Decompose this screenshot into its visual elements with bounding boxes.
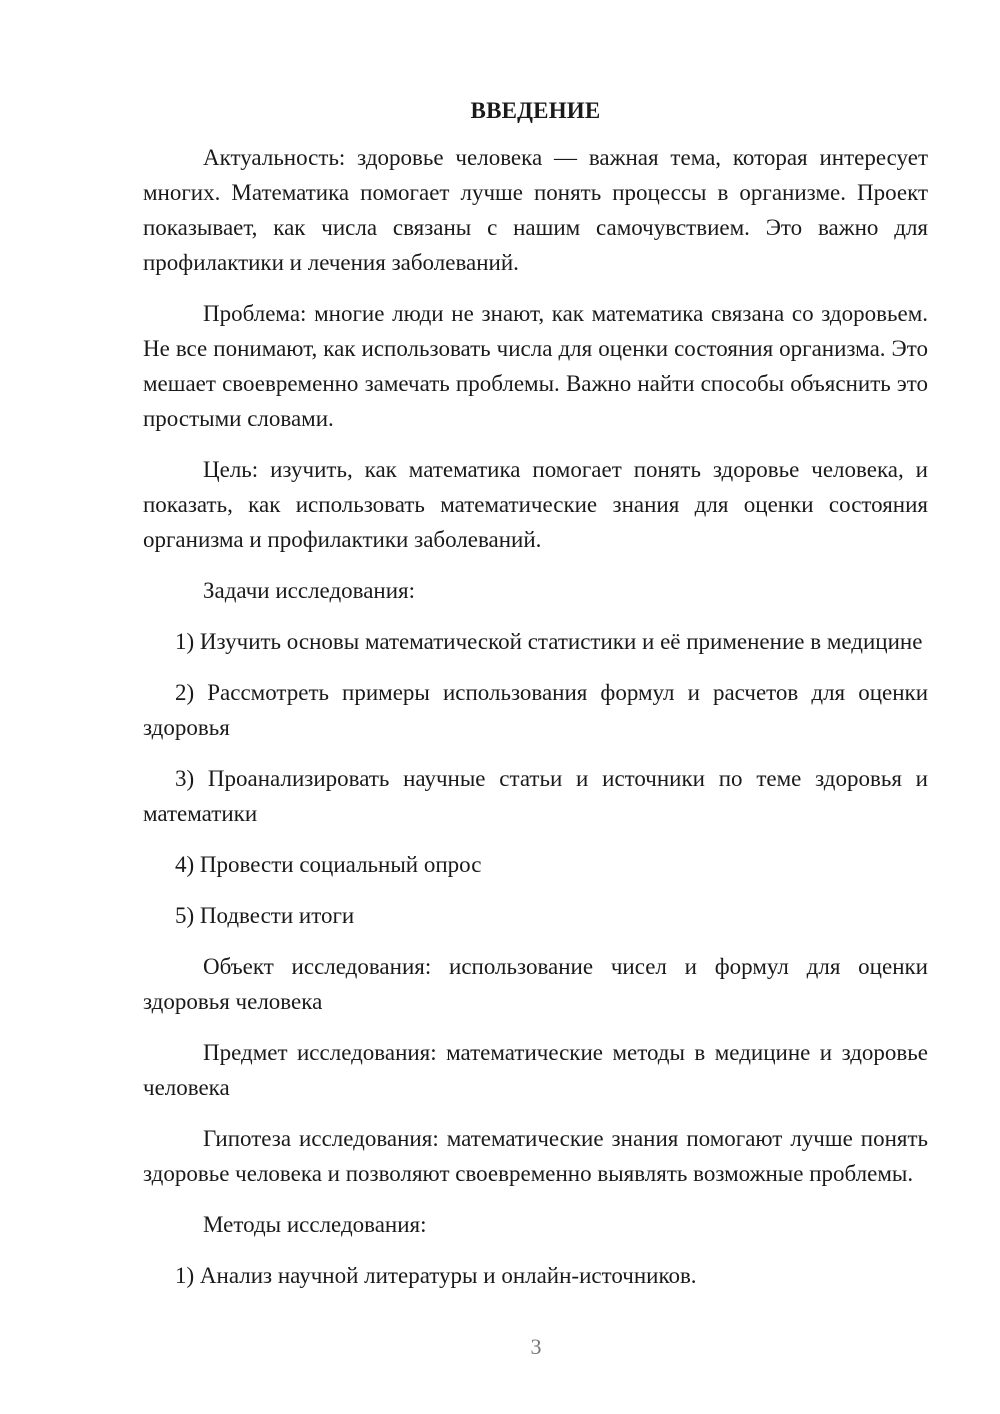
task-item-2: 2) Рассмотреть примеры использования формул и расчетов для оценки здоровья — [143, 680, 928, 740]
page-title: ВВЕДЕНИЕ — [470, 98, 601, 123]
paragraph-subject: Предмет исследования: математические методы в медицине и здоровье человека — [143, 1040, 928, 1100]
methods-heading: Методы исследования: — [203, 1212, 427, 1237]
task-item-4: 4) Провести социальный опрос — [175, 852, 482, 877]
page-number: 3 — [530, 1334, 542, 1359]
tasks-heading: Задачи исследования: — [203, 578, 416, 603]
task-item-1: 1) Изучить основы математической статистики и её применение в медицине — [175, 629, 923, 654]
paragraph-relevance: Актуальность: здоровье человека — важная тема, которая интересует многих. Математика помогает лучше понять процессы в организме. Проект показывает, как числа связаны с нашим самочувствием. Это важно для профилактики и лечения заболеваний. — [143, 145, 928, 275]
task-item-5: 5) Подвести итоги — [175, 903, 355, 928]
paragraph-hypothesis: Гипотеза исследования: математические знания помогают лучше понять здоровье человека и позволяют своевременно выявлять возможные проблемы. — [143, 1126, 928, 1186]
method-item-1: 1) Анализ научной литературы и онлайн-источников. — [175, 1263, 697, 1288]
page-content — [143, 96, 928, 1309]
paragraph-goal: Цель: изучить, как математика помогает понять здоровье человека, и показать, как использовать математические знания для оценки состояния организма и профилактики заболеваний. — [143, 457, 928, 552]
paragraph-object: Объект исследования: использование чисел и формул для оценки здоровья человека — [143, 954, 928, 1014]
task-item-3: 3) Проанализировать научные статьи и источники по теме здоровья и математики — [143, 766, 928, 826]
paragraph-problem: Проблема: многие люди не знают, как математика связана со здоровьем. Не все понимают, как использовать числа для оценки состояния организма. Это мешает своевременно замечать проблемы. Важно найти способы объяснить это простыми словами. — [143, 301, 928, 431]
